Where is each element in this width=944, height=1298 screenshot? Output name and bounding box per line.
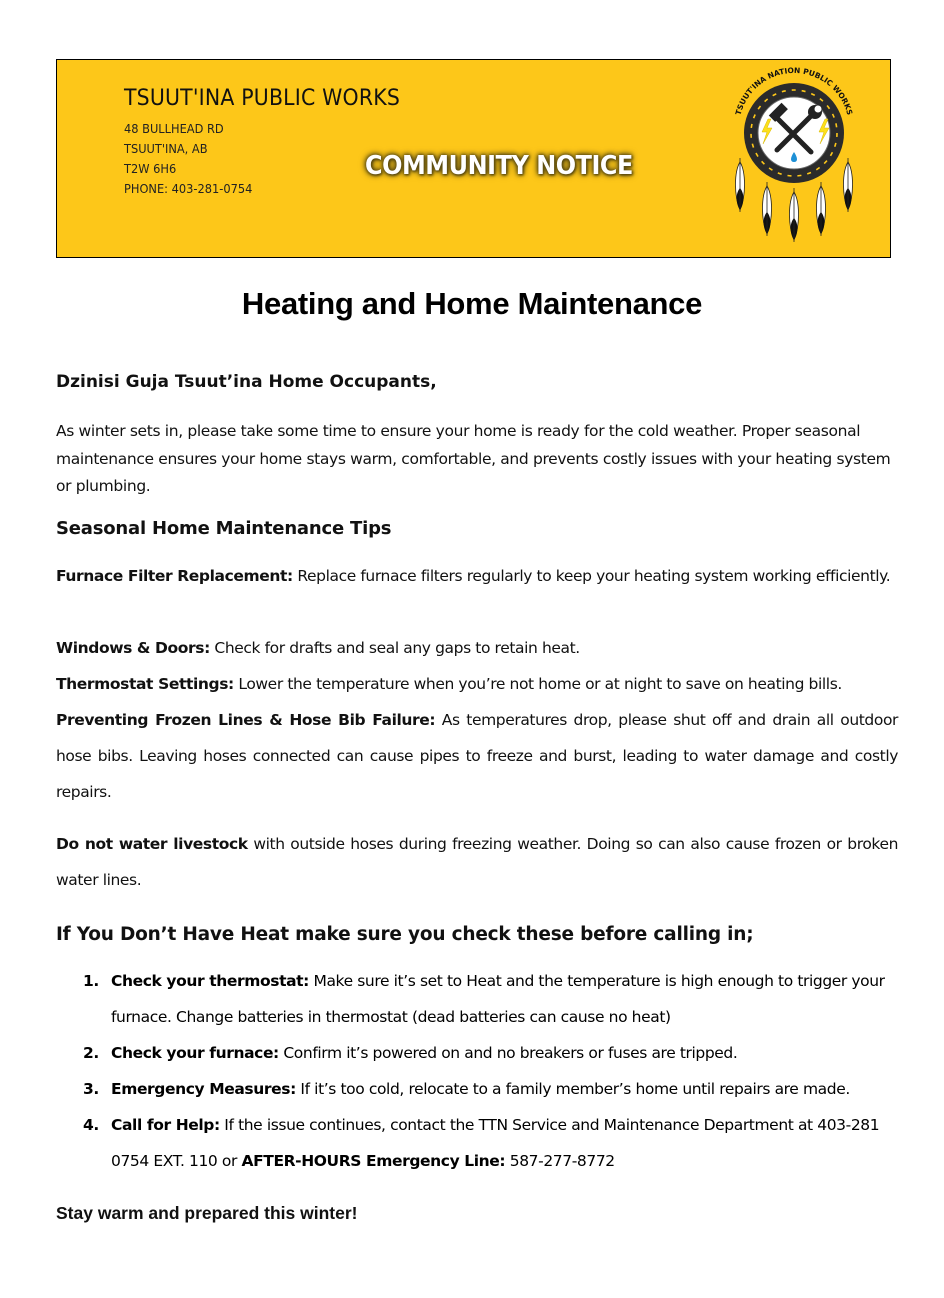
closing-line: Stay warm and prepared this winter!: [56, 1203, 358, 1223]
checklist-item: [80, 1035, 900, 1071]
intro-paragraph: As winter sets in, please take some time to ensure your home is ready for the cold weather. Proper seasonal maintenance ensures your home stays warm, comfortable, and prevents costly issues with your heating system or plumbing.: [56, 422, 891, 495]
page-title: Heating and Home Maintenance: [241, 286, 703, 321]
tip-label: Thermostat Settings:: [56, 675, 234, 693]
emergency-line-number: 587-277-8772: [505, 1152, 615, 1170]
greeting: Dzinisi Guja Tsuut’ina Home Occupants,: [56, 372, 437, 392]
tip-text: Lower the temperature when you’re not home or at night to save on heating bills.: [233, 675, 842, 693]
tip-text: Check for drafts and seal any gaps to retain heat.: [209, 639, 580, 657]
public-works-logo-icon: [729, 66, 859, 251]
address-phone: PHONE: 403-281-0754: [124, 182, 253, 196]
livestock-warning: [56, 826, 898, 898]
item-number: 4.: [83, 1116, 99, 1134]
tip-label: Furnace Filter Replacement:: [56, 567, 293, 585]
livestock-text: with outside hoses during freezing weather. Doing so can also cause frozen or broken water lines.: [56, 835, 898, 889]
item-text: Make sure it’s set to Heat and the temperature is high enough to trigger your furnace. Change batteries in thermostat (dead batteries can cause no heat): [111, 972, 885, 1026]
item-text: If it’s too cold, relocate to a family member’s home until repairs are made.: [295, 1080, 850, 1098]
tip-frozen-lines: [56, 702, 898, 810]
tips-heading: Seasonal Home Maintenance Tips: [56, 518, 392, 539]
item-label: Emergency Measures:: [111, 1080, 296, 1098]
tip-text: As temperatures drop, please shut off and drain all outdoor hose bibs. Leaving hoses connected can cause pipes to freeze and burst, leading to water damage and costly repairs.: [56, 711, 899, 801]
tip-text: Replace furnace filters regularly to keep your heating system working efficiently.: [292, 567, 891, 585]
tip-label: Preventing Frozen Lines & Hose Bib Failure:: [56, 711, 436, 729]
item-number: 3.: [83, 1080, 99, 1098]
item-number: 2.: [83, 1044, 99, 1062]
item-number: 1.: [83, 972, 99, 990]
item-label: Check your thermostat:: [111, 972, 309, 990]
tip-label: Windows & Doors:: [56, 639, 210, 657]
no-heat-checklist: [80, 963, 900, 1179]
logo-ring-text: TSUUT'INA NATION PUBLIC WORKS: [733, 66, 855, 117]
emergency-line-label: AFTER-HOURS Emergency Line:: [241, 1152, 506, 1170]
checklist-item: [80, 1107, 900, 1179]
header-banner: [56, 59, 891, 258]
tip-furnace-filter: [56, 558, 898, 594]
address-street: 48 BULLHEAD RD: [124, 122, 224, 136]
community-notice-label: COMMUNITY NOTICE: [365, 151, 633, 181]
org-name: TSUUT'INA PUBLIC WORKS: [124, 86, 401, 111]
item-label: Call for Help:: [111, 1116, 220, 1134]
tip-windows-doors: [56, 630, 898, 666]
item-text: If the issue continues, contact the TTN Service and Maintenance Department at 403-281 0754 EXT. 110 or: [111, 1116, 880, 1170]
tip-thermostat-settings: [56, 666, 898, 702]
address-postal-code: T2W 6H6: [124, 162, 177, 176]
checklist-item: [80, 963, 900, 1035]
no-heat-heading: If You Don’t Have Heat make sure you check these before calling in;: [56, 924, 754, 945]
livestock-label: Do not water livestock: [56, 835, 248, 853]
checklist-item: [80, 1071, 900, 1107]
item-text: Confirm it’s powered on and no breakers or fuses are tripped.: [278, 1044, 738, 1062]
item-label: Check your furnace:: [111, 1044, 279, 1062]
address-city: TSUUT'INA, AB: [124, 142, 208, 156]
